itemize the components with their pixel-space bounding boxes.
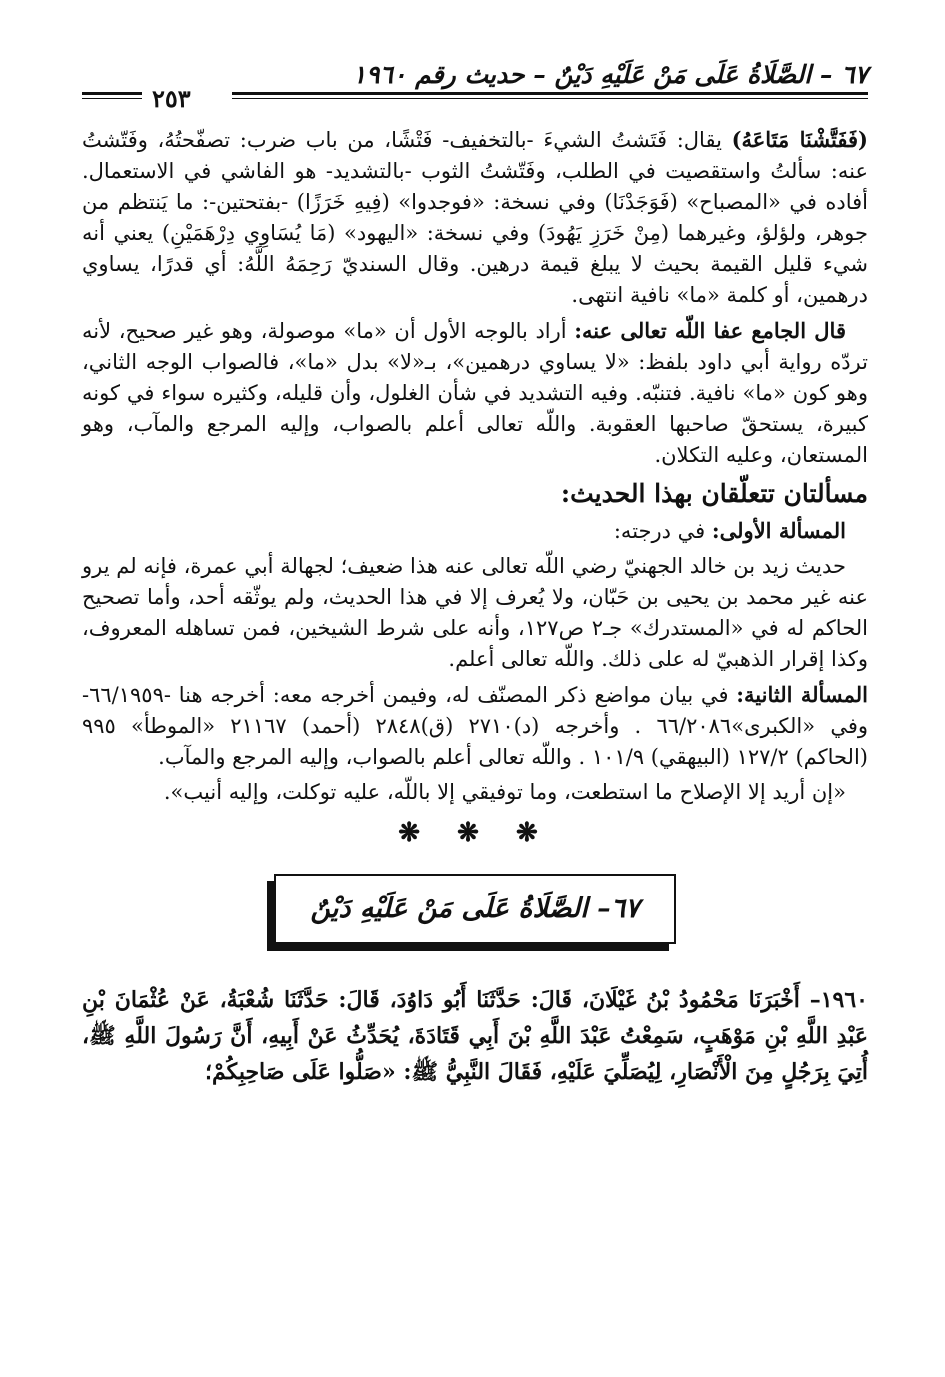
paragraph-lead: قال الجامع عفا اللّه تعالى عنه: (574, 318, 846, 343)
commentary-text (82, 124, 868, 808)
paragraph-lead: (فَفَتَّشْنَا مَتَاعَهُ) (731, 127, 868, 152)
chapter-box-wrap (82, 874, 868, 944)
header-rule (232, 92, 868, 99)
page-number: ٢٥٣ (144, 86, 199, 112)
issue-one-title: في درجته: (613, 519, 712, 543)
closing-quote: «إن أريد إلا الإصلاح ما استطعت، وما توفيقي إلا باللّه، عليه توكلت، وإليه أنيب». (163, 780, 846, 804)
issue-two-paragraph (82, 679, 868, 773)
issue-one-heading (82, 515, 868, 547)
issue-one-text: حديث زيد بن خالد الجهنيّ رضي اللّه تعالى عنه هذا ضعيف؛ لجهالة أبي عمرة، فإنه لم يرو عنه غير محمد بن يحيى بن حَبّان، ولا يُعرف إلا في هذا الحديث، ولم يوثّقه أحد، وأما تصحيح الحاكم له في «المستدرك» جـ٢ ص١٢٧، وأنه على شرط الشيخين، فمن تساهله المعروف، وكذا إقرار الذهبيّ له على ذلك. واللّه تعالى أعلم. (82, 554, 868, 671)
chapter-title-box: ٦٧– الصَّلَاةُ عَلَى مَنْ عَلَيْهِ دَيْنٌ (274, 874, 676, 944)
paragraph-body: أراد بالوجه الأول أن «ما» موصولة، وهو غير صحيح، لأنه تردّه رواية أبي داود بلفظ: «لا يساوي درهمين»، بـ«لا» بدل «ما»، فالصواب الوجه الثاني، وهو كون «ما» نافية. فتنبّه. وفيه التشديد في شأن الغلول، وأن قليله، وكثيره سواء في كونه كبيرة، يستحقّ صاحبها العقوبة. واللّه تعالى أعلم بالصواب، وإليه المرجع والمآب، وهو المستعان، وعليه التكلان. (82, 319, 868, 467)
page-number-rule (82, 92, 142, 99)
running-title: ٦٧ – الصَّلَاةُ عَلَى مَنْ عَلَيْهِ دَيْنٌ – حديث رقم ١٩٦٠ (352, 60, 868, 89)
issue-two-label: المسألة الثانية: (736, 682, 869, 707)
issue-one-label: المسألة الأولى: (711, 518, 846, 543)
page-header (82, 58, 868, 113)
issue-two-text: في بيان مواضع ذكر المصنّف له، وفيمن أخرجه معه: أخرجه هنا -٦٦/١٩٥٩- وفي «الكبرى»٦٦/٢٠٨٦ . وأخرجه (د)٢٧١٠ (ق)٢٨٤٨ (أحمد) ٢١١٦٧ «الموطأ» ٩٩٥ (الحاكم) ١٢٧/٢ (البيهقي) ١٠١/٩ . واللّه تعالى أعلم بالصواب، وإليه المرجع والمآب. (82, 683, 868, 769)
book-page (82, 58, 868, 1358)
asterism-separator: ❋ ❋ ❋ (398, 818, 552, 848)
section-heading: مسألتان تتعلّقان بهذا الحديث: (560, 479, 868, 508)
paragraph-body: يقال: فَتَشتُ الشيءَ -بالتخفيف- فَتْشًا، من باب ضرب: تصفّحتُهُ، وفَتّشتُ عنه: سألتُ واستقصيت في الطلب، وفَتّشتُ الثوب -بالتشديد- هو الفاشي في الاستعمال. أفاده في «المصباح» (فَوَجَدْنَا) وفي نسخة: «فوجدوا» (فِيهِ خَرَزًا) -بفتحتين-: ما يَنتظم من جوهر، ولؤلؤ، وغيرهما (مِنْ خَرَزِ يَهُودَ) وفي نسخة: «اليهود» (مَا يُسَاوِي دِرْهَمَيْنِ) يعني أنه شيء قليل القيمة بحيث لا يبلغ قيمة درهين. وقال السنديّ رَحِمَهُ اللَّهُ: أي قدرًا، يساوي درهمين، أو كلمة «ما» نافية انتهى. (82, 128, 868, 307)
paragraph-explanation (82, 124, 868, 311)
paragraph-compiler-note (82, 315, 868, 471)
hadith-text: ١٩٦٠– أَخْبَرَنَا مَحْمُودُ بْنُ غَيْلَانَ، قَالَ: حَدَّثَنَا أَبُو دَاوُدَ، قَالَ: حَدَّثَنَا شُعْبَةُ، عَنْ عُثْمَانَ بْنِ عَبْدِ اللَّهِ بْنِ مَوْهَبٍ، سَمِعْتُ عَبْدَ اللَّهِ بْنَ أَبِي قَتَادَةَ، يُحَدِّثُ عَنْ أَبِيهِ، أَنَّ رَسُولَ اللَّهِ ﷺ، أُتِيَ بِرَجُلٍ مِنَ الْأَنْصَارِ، لِيُصَلِّيَ عَلَيْهِ، فَقَالَ النَّبِيُّ ﷺ: «صَلُّوا عَلَى صَاحِبِكُمْ؛ (82, 987, 868, 1085)
